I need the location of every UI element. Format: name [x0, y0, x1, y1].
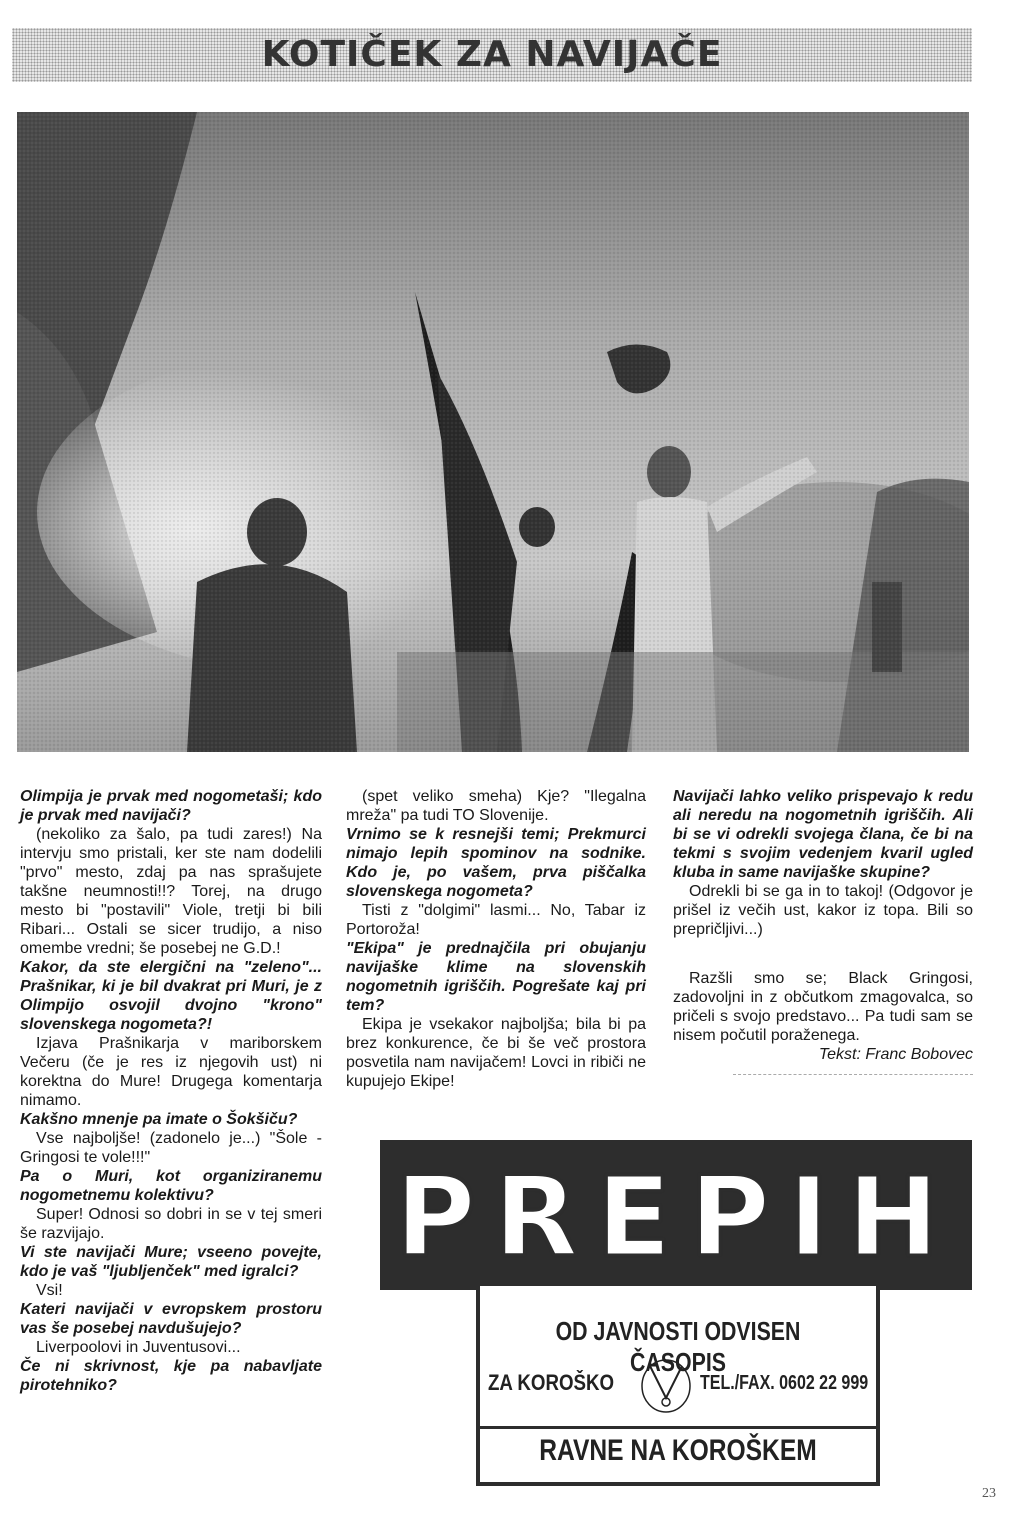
page-title: KOTIČEK ZA NAVIJAČE — [261, 34, 723, 75]
answer: Odrekli bi se ga in to takoj! (Odgovor je prišel iz večih ust, kakor iz topa. Bili so prepričljivi...) — [673, 883, 973, 938]
ad-city: RAVNE NA KOROŠKEM — [539, 1434, 817, 1467]
article-column-3 — [673, 787, 973, 1075]
prepih-advertisement — [380, 1140, 972, 1482]
ad-info-box — [476, 1282, 880, 1486]
answer: Razšli smo se; Black Gringosi, zadovoljni in z občutkom zmagovalca, so pričeli s svojo predstavo... Pa tudi sam se nisem počutil poraženega. — [673, 970, 973, 1044]
answer: Vsi! — [36, 1282, 63, 1299]
answer: Super! Odnosi so dobri in se v tej smeri še razvijajo. — [20, 1206, 322, 1242]
answer: (spet veliko smeha) Kje? "Ilegalna mreža" pa tudi TO Slovenije. — [346, 788, 646, 824]
title-bar — [12, 28, 972, 82]
question: "Ekipa" je prednajčila pri obujanju navijaške klime na slovenskih nogometnih igriščih. Pogrešate kaj pri tem? — [346, 940, 646, 1014]
question: Kakšno mnenje pa imate o Šokšiču? — [20, 1111, 298, 1128]
fans-with-flags-photo-icon — [17, 112, 969, 752]
answer: Liverpoolovi in Juventusovi... — [36, 1339, 241, 1356]
question: Vrnimo se k resnejši temi; Prekmurci nimajo lepih spominov na sodnike. Kdo je, po vašem, prva piščalka slovenskega nogometa? — [346, 826, 646, 900]
ad-divider — [480, 1426, 876, 1429]
question: Vi ste navijači Mure; vseeno povejte, kdo je vaš "ljubljenček" med igralci? — [20, 1244, 322, 1280]
question: Olimpija je prvak med nogometaši; kdo je prvak med navijači? — [20, 788, 322, 824]
ad-tagline: OD JAVNOSTI ODVISEN ČASOPIS — [555, 1316, 801, 1377]
page-number: 23 — [982, 1486, 996, 1501]
answer: Tisti z "dolgimi" lasmi... No, Tabar iz Portoroža! — [346, 902, 646, 938]
answer: Vse najboljše! (zadonelo je...) "Šole - Gringosi te vole!!!" — [20, 1130, 322, 1166]
question: Kateri navijači v evropskem prostoru vas še posebej navdušujejo? — [20, 1301, 322, 1337]
ad-region: ZA KOROŠKO — [488, 1370, 615, 1395]
ad-brand-name: PREPIH — [394, 1153, 958, 1281]
article-column-2 — [346, 787, 646, 1091]
ad-phone: TEL./FAX. 0602 22 999 — [699, 1372, 868, 1394]
ad-contact-row — [488, 1362, 868, 1402]
article-column-1 — [20, 787, 322, 1395]
answer: Ekipa je vsekakor najboljša; bila bi pa brez konkurence, če bi še več prostora posvetila nam navijačem! Lovci in ribiči ne kupujejo Ekipe! — [346, 1016, 646, 1090]
answer: (nekoliko za šalo, pa tudi zares!) Na intervju smo pristali, ker ste nam dodelili "prvo" mesto, zdaj pa nas sprašujete takšne neumnosti!!? Torej, na drugo mesto bi "postavili" Viole, tretji bi bili Ribari... Ostali se sicer trudijo, a niso omembe vredni; še posebej ne G.D.! — [20, 826, 322, 957]
question: Pa o Muri, kot organiziranemu nogometnemu kolektivu? — [20, 1168, 322, 1204]
newspaper-logo-icon — [638, 1358, 694, 1414]
question: Navijači lahko veliko prispevajo k redu ali neredu na nogometnih igriščih. Ali bi se vi odrekli svojega člana, če bi na tekmi s svojim vedenjem kvaril ugled kluba in same navijaške skupine? — [673, 788, 973, 881]
question: Če ni skrivnost, kje pa nabavljate pirotehniko? — [20, 1358, 322, 1394]
question: Kakor, da ste elergični na "zeleno"... Prašnikar, ki je bil dvakrat pri Muri, je z Olimpijo osvojil dvojno "krono" slovenskega nogometa?! — [20, 959, 322, 1033]
fans-photo — [17, 112, 969, 752]
author-credit: Tekst: Franc Bobovec — [818, 1046, 973, 1063]
answer: Izjava Prašnikarja v mariborskem Večeru (če je res iz njegovih ust) ni korektna do Mure! Drugega komentarja nimamo. — [20, 1035, 322, 1109]
divider — [733, 1074, 973, 1075]
ad-banner — [380, 1140, 972, 1290]
